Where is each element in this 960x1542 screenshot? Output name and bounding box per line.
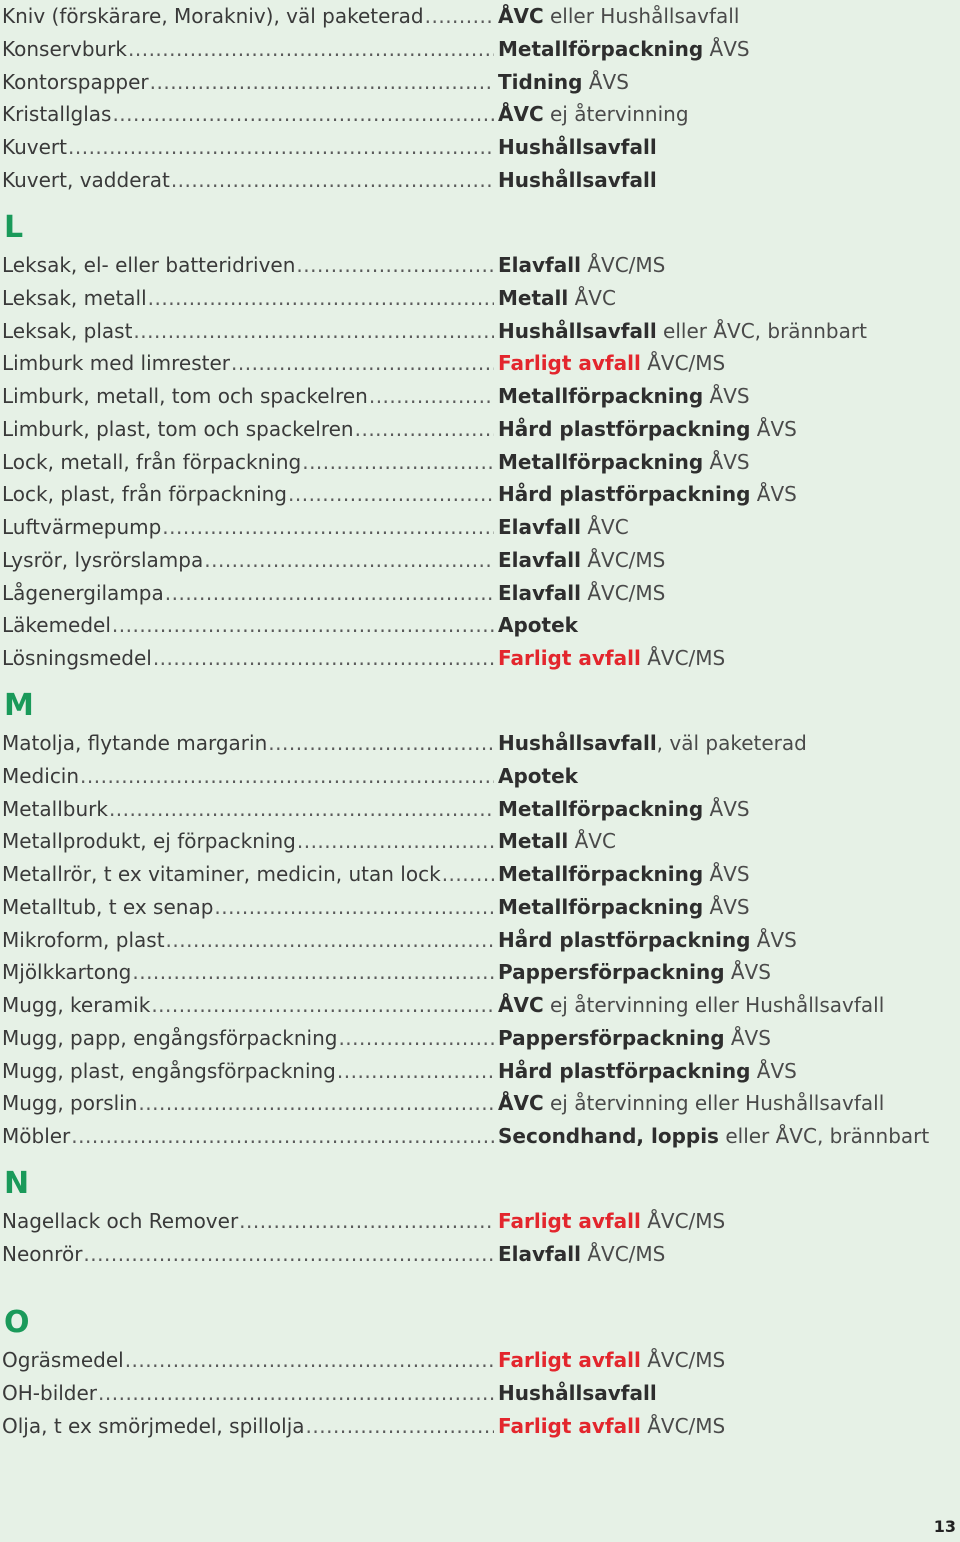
- dot-leader: [109, 793, 494, 825]
- disposal-note: ÅVS: [582, 69, 629, 94]
- destination: [498, 727, 807, 759]
- hazard-category: Farligt avfall: [498, 1413, 641, 1438]
- list-item: [2, 1087, 884, 1119]
- destination: [498, 1238, 665, 1270]
- item-cell: [2, 1120, 498, 1152]
- disposal-note: ÅVC/MS: [580, 580, 666, 605]
- destination: [498, 1377, 657, 1409]
- destination: [498, 793, 750, 825]
- item-cell: [2, 891, 498, 923]
- item-name: Mugg, papp, engångsförpackning: [2, 1025, 338, 1050]
- list-item: [2, 66, 629, 98]
- disposal-category: Metall: [498, 829, 569, 854]
- list-item: [2, 446, 750, 478]
- dot-leader: [132, 956, 494, 988]
- disposal-note: ÅVS: [750, 416, 797, 441]
- item-cell: [2, 956, 498, 988]
- disposal-note: ej återvinning eller Hushållsavfall: [543, 993, 885, 1017]
- disposal-category: Metallförpackning: [498, 796, 704, 821]
- page-number: 13: [933, 1517, 956, 1536]
- disposal-note: ÅVC/MS: [580, 253, 666, 277]
- item-name: Lösningsmedel: [2, 646, 152, 670]
- disposal-category: ÅVC: [498, 993, 544, 1017]
- item-name: Olja, t ex smörjmedel, spillolja: [2, 1413, 305, 1438]
- item-name: Lågenergilampa: [2, 580, 164, 605]
- disposal-note: ÅVC: [568, 285, 616, 310]
- item-cell: [2, 0, 498, 32]
- dot-leader: [80, 760, 494, 792]
- disposal-category: Metallförpackning: [498, 36, 704, 61]
- disposal-category: ÅVC: [498, 4, 544, 28]
- disposal-note: ÅVS: [703, 384, 750, 408]
- item-cell: [2, 609, 498, 641]
- disposal-category: Metallförpackning: [498, 894, 704, 919]
- item-name: Metallrör, t ex vitaminer, medicin, utan lock: [2, 862, 441, 886]
- hazard-category: Farligt avfall: [498, 351, 641, 376]
- item-name: Kristallglas: [2, 102, 112, 127]
- dot-leader: [425, 0, 494, 32]
- disposal-category: Hård plastförpackning: [498, 416, 751, 441]
- dot-leader: [306, 1410, 494, 1442]
- disposal-note: ÅVC: [568, 829, 616, 854]
- destination: [498, 413, 797, 445]
- list-item: [2, 1410, 725, 1442]
- dot-leader: [171, 164, 494, 196]
- dot-leader: [239, 1205, 494, 1237]
- item-cell: [2, 1377, 498, 1409]
- list-item: [2, 577, 665, 609]
- disposal-category: Elavfall: [498, 547, 581, 572]
- item-name: Luftvärmepump: [2, 515, 162, 539]
- item-cell: [2, 413, 498, 445]
- item-name: Metalltub, t ex senap: [2, 894, 214, 919]
- list-item: [2, 131, 657, 163]
- item-name: Limburk, metall, tom och spackelren: [2, 384, 368, 408]
- list-item: [2, 478, 797, 510]
- destination: [498, 315, 867, 347]
- item-cell: [2, 1087, 498, 1119]
- item-cell: [2, 478, 498, 510]
- section-letter-l: L: [4, 210, 24, 245]
- destination: [498, 1055, 797, 1087]
- list-item: [2, 164, 657, 196]
- item-cell: [2, 924, 498, 956]
- destination: [498, 446, 750, 478]
- item-cell: [2, 858, 498, 890]
- disposal-note: ÅVS: [724, 1025, 771, 1050]
- disposal-note: ej återvinning: [543, 102, 689, 127]
- disposal-note: ÅVS: [703, 796, 750, 821]
- disposal-category: Hård plastförpackning: [498, 482, 751, 507]
- item-name: Matolja, flytande margarin: [2, 731, 268, 755]
- dot-leader: [151, 989, 494, 1021]
- dot-leader: [112, 609, 494, 641]
- item-name: Kniv (förskärare, Morakniv), väl paketerad: [2, 4, 424, 28]
- item-name: Ogräsmedel: [2, 1348, 124, 1372]
- disposal-note: ÅVC/MS: [640, 1209, 726, 1233]
- disposal-note: eller Hushållsavfall: [543, 4, 740, 28]
- list-item: [2, 1120, 929, 1152]
- item-name: Mugg, porslin: [2, 1091, 138, 1116]
- disposal-note: ÅVC/MS: [640, 351, 726, 376]
- list-item: [2, 380, 750, 412]
- dot-leader: [138, 1087, 494, 1119]
- disposal-category: Apotek: [498, 763, 578, 788]
- item-name: Konservburk: [2, 36, 127, 61]
- destination: [498, 1087, 884, 1119]
- list-item: [2, 891, 750, 923]
- item-cell: [2, 760, 498, 792]
- item-cell: [2, 1205, 498, 1237]
- list-item: [2, 793, 750, 825]
- section-letter-n: N: [4, 1166, 30, 1201]
- dot-leader: [302, 446, 494, 478]
- disposal-note: ÅVC: [580, 515, 629, 539]
- section-letter-m: M: [4, 688, 34, 723]
- disposal-category: Metallförpackning: [498, 449, 704, 474]
- item-cell: [2, 98, 498, 130]
- item-name: Leksak, el- eller batteridriven: [2, 253, 296, 277]
- dot-leader: [128, 33, 494, 65]
- dot-leader: [125, 1344, 494, 1376]
- destination: [498, 282, 616, 314]
- destination: [498, 544, 665, 576]
- item-cell: [2, 131, 498, 163]
- list-item: [2, 282, 616, 314]
- disposal-note: ÅVS: [724, 960, 771, 985]
- item-cell: [2, 511, 498, 543]
- list-item: [2, 33, 750, 65]
- list-item: [2, 315, 867, 347]
- dot-leader: [288, 478, 494, 510]
- item-cell: [2, 1410, 498, 1442]
- disposal-category: Pappersförpackning: [498, 1025, 725, 1050]
- destination: [498, 1120, 929, 1152]
- item-cell: [2, 793, 498, 825]
- item-cell: [2, 1238, 498, 1270]
- disposal-category: Hushållsavfall: [498, 318, 657, 343]
- destination: [498, 98, 689, 130]
- disposal-note: ÅVC/MS: [640, 1348, 726, 1372]
- item-name: Leksak, metall: [2, 285, 147, 310]
- list-item: [2, 1205, 725, 1237]
- disposal-category: Hushållsavfall: [498, 167, 657, 192]
- destination: [498, 131, 657, 163]
- disposal-category: Metallförpackning: [498, 384, 704, 408]
- dot-leader: [166, 924, 494, 956]
- disposal-note: ÅVC/MS: [580, 547, 666, 572]
- disposal-note: , väl paketerad: [656, 731, 807, 755]
- destination: [498, 1410, 725, 1442]
- list-item: [2, 924, 797, 956]
- list-item: [2, 1022, 771, 1054]
- list-item: [2, 413, 797, 445]
- item-name: Medicin: [2, 763, 80, 788]
- disposal-category: Tidning: [498, 69, 583, 94]
- destination: [498, 609, 578, 641]
- dot-leader: [162, 511, 494, 543]
- list-item: [2, 858, 750, 890]
- dot-leader: [297, 825, 494, 857]
- item-cell: [2, 1055, 498, 1087]
- item-name: Neonrör: [2, 1241, 83, 1266]
- disposal-note: ÅVC/MS: [640, 1413, 726, 1438]
- disposal-note: ÅVS: [750, 1058, 797, 1083]
- item-cell: [2, 164, 498, 196]
- hazard-category: Farligt avfall: [498, 646, 641, 670]
- item-name: Mugg, plast, engångsförpackning: [2, 1058, 336, 1083]
- destination: [498, 33, 750, 65]
- dot-leader: [296, 249, 494, 281]
- dot-leader: [98, 1377, 494, 1409]
- list-item: [2, 1344, 725, 1376]
- item-cell: [2, 249, 498, 281]
- destination: [498, 66, 629, 98]
- destination: [498, 347, 725, 379]
- destination: [498, 164, 657, 196]
- item-name: Möbler: [2, 1124, 71, 1148]
- disposal-category: Metallförpackning: [498, 862, 704, 886]
- disposal-note: ÅVS: [703, 36, 750, 61]
- item-cell: [2, 727, 498, 759]
- destination: [498, 760, 578, 792]
- item-cell: [2, 282, 498, 314]
- item-cell: [2, 315, 498, 347]
- disposal-note: ÅVS: [703, 862, 750, 886]
- item-name: Mugg, keramik: [2, 993, 151, 1017]
- disposal-category: Elavfall: [498, 515, 581, 539]
- disposal-category: ÅVC: [498, 102, 544, 127]
- disposal-category: Hård plastförpackning: [498, 1058, 751, 1083]
- hazard-category: Farligt avfall: [498, 1209, 641, 1233]
- item-name: Läkemedel: [2, 613, 111, 638]
- item-name: Lysrör, lysrörslampa: [2, 547, 204, 572]
- dot-leader: [442, 858, 494, 890]
- item-name: Nagellack och Remover: [2, 1209, 239, 1233]
- list-item: [2, 956, 771, 988]
- destination: [498, 1022, 771, 1054]
- item-name: Leksak, plast: [2, 318, 133, 343]
- destination: [498, 891, 750, 923]
- item-name: OH-bilder: [2, 1380, 98, 1405]
- disposal-category: Hushållsavfall: [498, 731, 657, 755]
- dot-leader: [68, 131, 494, 163]
- item-cell: [2, 825, 498, 857]
- item-name: Kontorspapper: [2, 69, 149, 94]
- item-name: Limburk, plast, tom och spackelren: [2, 416, 354, 441]
- item-cell: [2, 1344, 498, 1376]
- item-cell: [2, 33, 498, 65]
- dot-leader: [112, 98, 494, 130]
- destination: [498, 380, 750, 412]
- list-item: [2, 1055, 797, 1087]
- item-name: Metallburk: [2, 796, 108, 821]
- disposal-category: Apotek: [498, 613, 578, 638]
- item-cell: [2, 989, 498, 1021]
- disposal-category: Hård plastförpackning: [498, 927, 751, 952]
- disposal-note: ej återvinning eller Hushållsavfall: [543, 1091, 885, 1116]
- destination: [498, 511, 629, 543]
- list-item: [2, 1238, 665, 1270]
- destination: [498, 577, 665, 609]
- dot-leader: [204, 544, 494, 576]
- list-item: [2, 989, 884, 1021]
- list-item: [2, 760, 578, 792]
- dot-leader: [148, 282, 494, 314]
- item-cell: [2, 1022, 498, 1054]
- list-item: [2, 0, 739, 32]
- list-item: [2, 98, 689, 130]
- dot-leader: [71, 1120, 494, 1152]
- list-item: [2, 727, 807, 759]
- list-item: [2, 511, 629, 543]
- disposal-category: Hushållsavfall: [498, 1380, 657, 1405]
- destination: [498, 0, 739, 32]
- destination: [498, 924, 797, 956]
- destination: [498, 1205, 725, 1237]
- disposal-note: ÅVS: [703, 449, 750, 474]
- destination: [498, 478, 797, 510]
- item-name: Kuvert, vadderat: [2, 167, 170, 192]
- disposal-note: ÅVC/MS: [580, 1241, 666, 1266]
- dot-leader: [165, 577, 494, 609]
- dot-leader: [231, 347, 494, 379]
- item-name: Kuvert: [2, 135, 67, 159]
- dot-leader: [268, 727, 494, 759]
- item-name: Mikroform, plast: [2, 927, 165, 952]
- dot-leader: [369, 380, 494, 412]
- dot-leader: [133, 315, 494, 347]
- item-name: Lock, plast, från förpackning: [2, 482, 287, 507]
- list-item: [2, 544, 665, 576]
- disposal-category: Elavfall: [498, 253, 581, 277]
- section-letter-o: O: [4, 1305, 30, 1340]
- item-cell: [2, 544, 498, 576]
- disposal-note: eller ÅVC, brännbart: [718, 1124, 930, 1148]
- list-item: [2, 642, 725, 674]
- list-item: [2, 249, 665, 281]
- destination: [498, 642, 725, 674]
- disposal-category: Elavfall: [498, 1241, 581, 1266]
- disposal-note: ÅVS: [750, 927, 797, 952]
- destination: [498, 858, 750, 890]
- destination: [498, 825, 616, 857]
- dot-leader: [150, 66, 494, 98]
- item-name: Metallprodukt, ej förpackning: [2, 829, 296, 854]
- dot-leader: [338, 1022, 494, 1054]
- disposal-category: Hushållsavfall: [498, 135, 657, 159]
- dot-leader: [337, 1055, 494, 1087]
- disposal-note: eller ÅVC, brännbart: [656, 318, 867, 343]
- list-item: [2, 1377, 657, 1409]
- disposal-category: Metall: [498, 285, 569, 310]
- item-cell: [2, 577, 498, 609]
- destination: [498, 989, 884, 1021]
- dot-leader: [214, 891, 494, 923]
- item-cell: [2, 347, 498, 379]
- disposal-category: Secondhand, loppis: [498, 1124, 719, 1148]
- list-item: [2, 825, 616, 857]
- item-cell: [2, 66, 498, 98]
- dot-leader: [83, 1238, 494, 1270]
- disposal-note: ÅVC/MS: [640, 646, 726, 670]
- item-cell: [2, 446, 498, 478]
- list-item: [2, 609, 578, 641]
- item-cell: [2, 380, 498, 412]
- destination: [498, 1344, 725, 1376]
- destination: [498, 249, 665, 281]
- disposal-note: ÅVS: [703, 894, 750, 919]
- disposal-note: ÅVS: [750, 482, 797, 507]
- list-item: [2, 347, 725, 379]
- item-cell: [2, 642, 498, 674]
- disposal-category: ÅVC: [498, 1091, 544, 1116]
- disposal-category: Pappersförpackning: [498, 960, 725, 985]
- item-name: Limburk med limrester: [2, 351, 231, 376]
- disposal-category: Elavfall: [498, 580, 581, 605]
- item-name: Lock, metall, från förpackning: [2, 449, 302, 474]
- destination: [498, 956, 771, 988]
- dot-leader: [355, 413, 494, 445]
- item-name: Mjölkkartong: [2, 960, 132, 985]
- hazard-category: Farligt avfall: [498, 1348, 641, 1372]
- dot-leader: [153, 642, 494, 674]
